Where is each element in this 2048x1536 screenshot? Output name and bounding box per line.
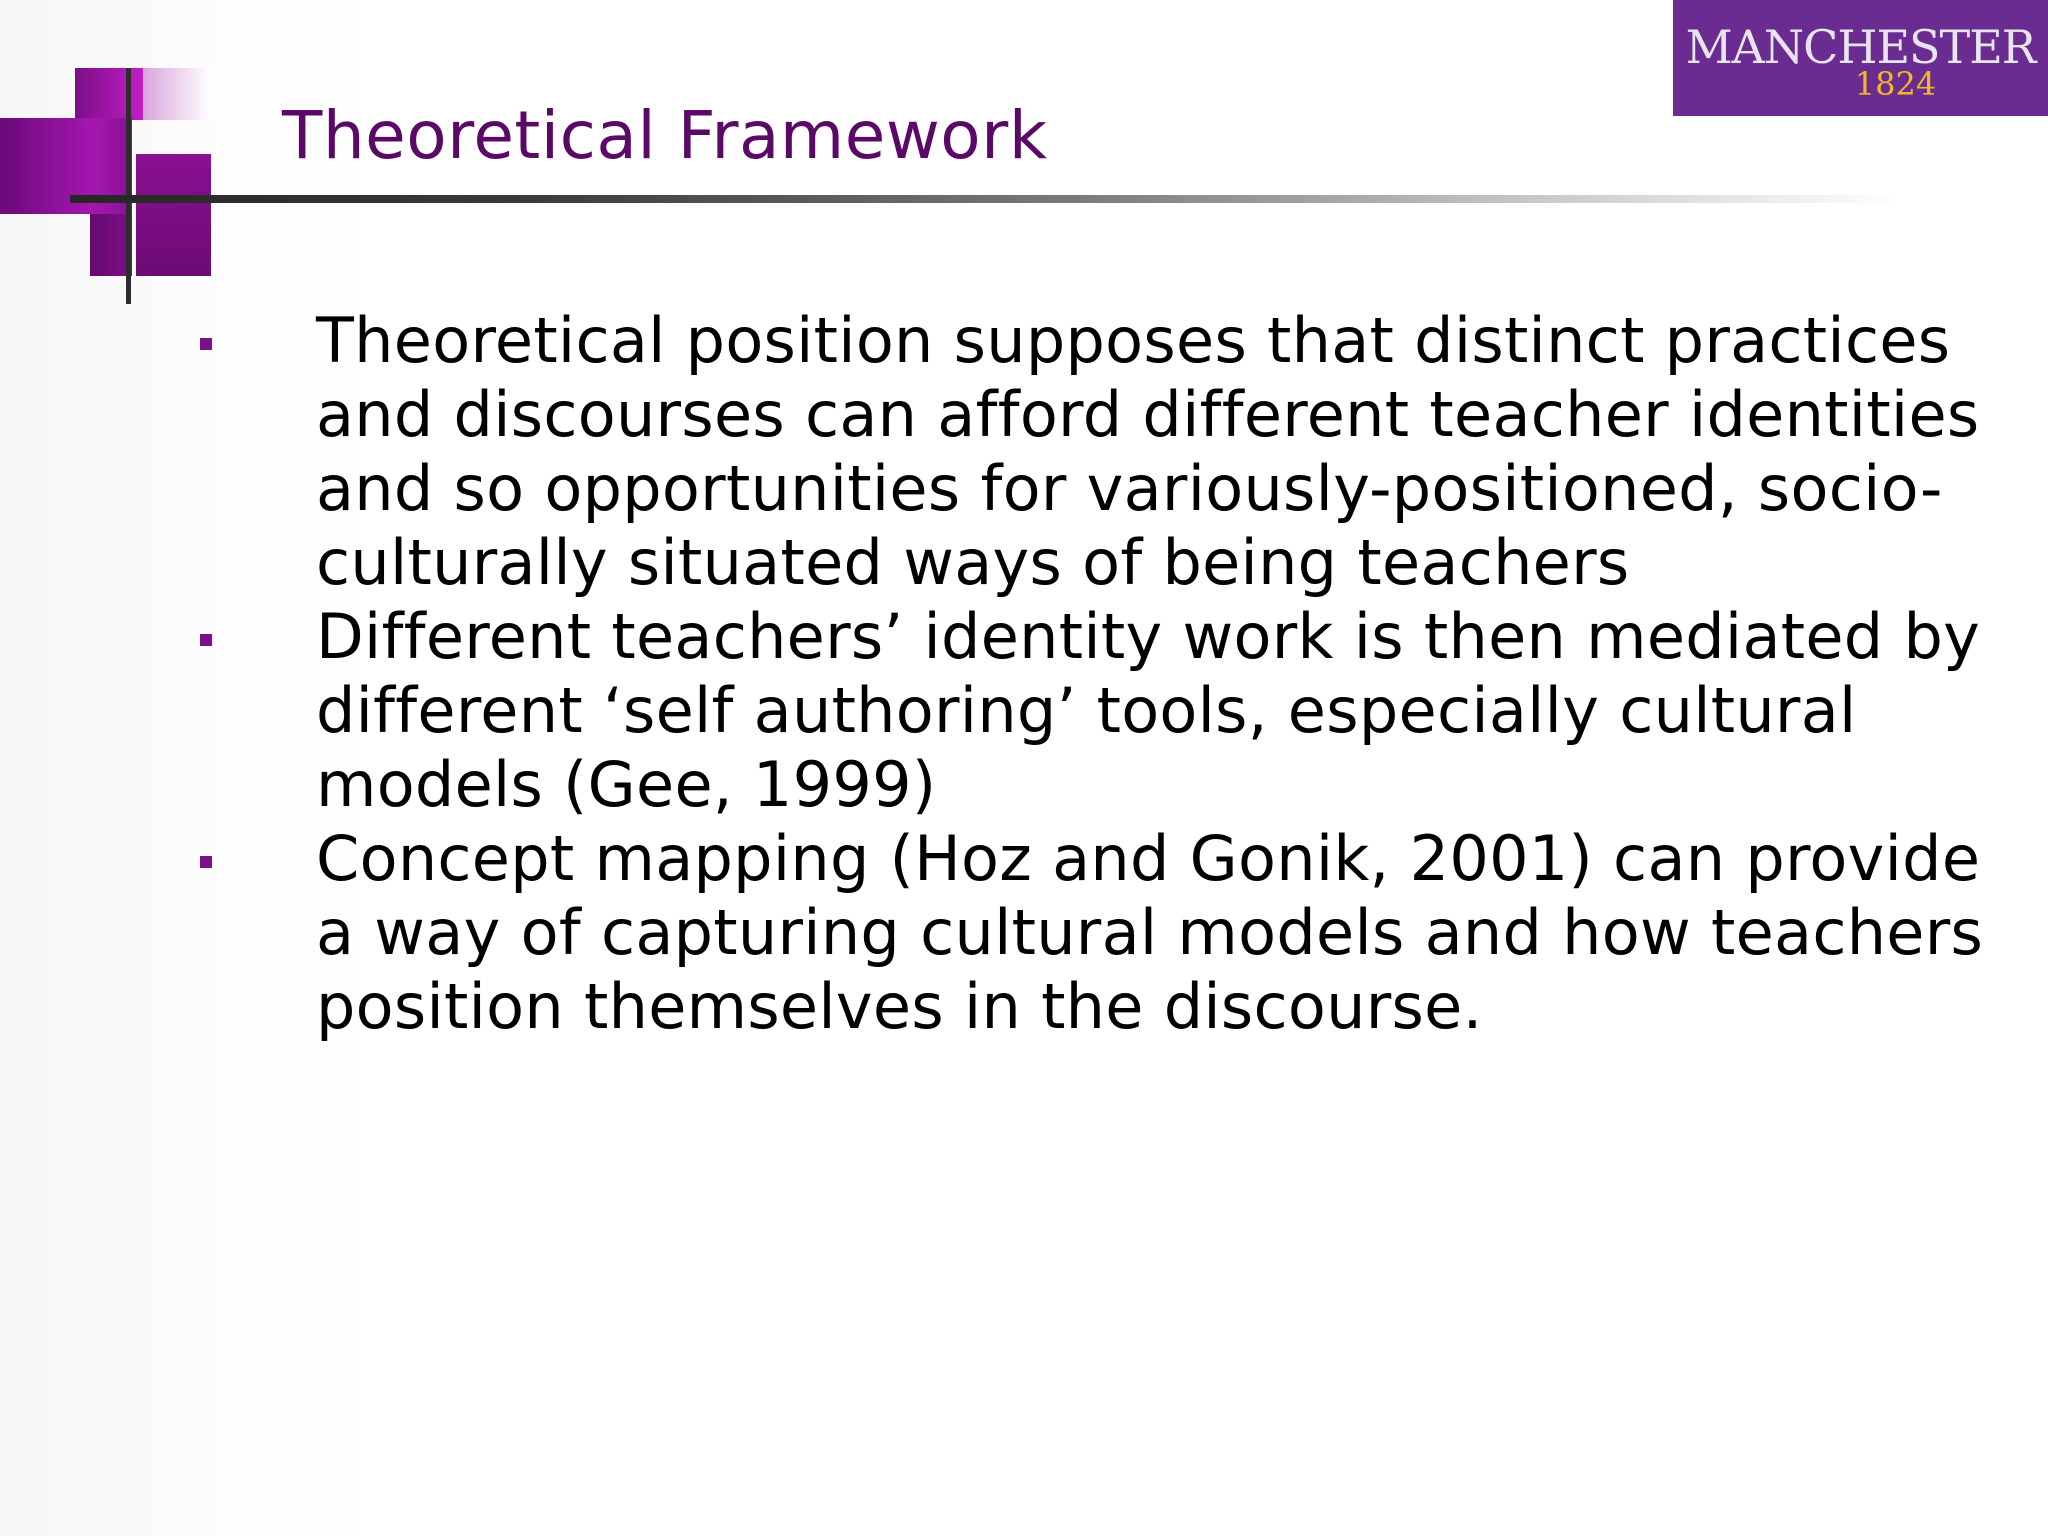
bullet-text: Different teachers’ identity work is then mediated by different ‘self authoring’ tools, especially cultural models (Gee, 1999) <box>316 600 1981 821</box>
vertical-rule <box>126 68 131 304</box>
bullet-list <box>0 304 2048 1044</box>
decorative-square <box>75 68 143 120</box>
university-logo <box>1673 0 2048 116</box>
bullet-item <box>0 822 2048 1044</box>
square-bullet-icon <box>200 856 212 868</box>
decorative-square <box>143 68 211 120</box>
square-bullet-icon <box>200 338 212 350</box>
bullet-item <box>0 600 2048 822</box>
slide-title: Theoretical Framework <box>282 97 1048 174</box>
decorative-square <box>136 154 211 276</box>
bullet-item <box>0 304 2048 600</box>
square-bullet-icon <box>200 634 212 646</box>
bullet-text: Concept mapping (Hoz and Gonik, 2001) can provide a way of capturing cultural models and how teachers position themselves in the discourse. <box>316 822 1984 1043</box>
bullet-text: Theoretical position supposes that distinct practices and discourses can afford different teacher identities and so opportunities for variously-positioned, socio-culturally situated ways of being teachers <box>316 304 1980 599</box>
logo-wordmark: MANCHESTER <box>1685 20 2036 74</box>
title-underline-rule <box>70 195 1900 203</box>
logo-year: 1824 <box>1854 65 1937 103</box>
